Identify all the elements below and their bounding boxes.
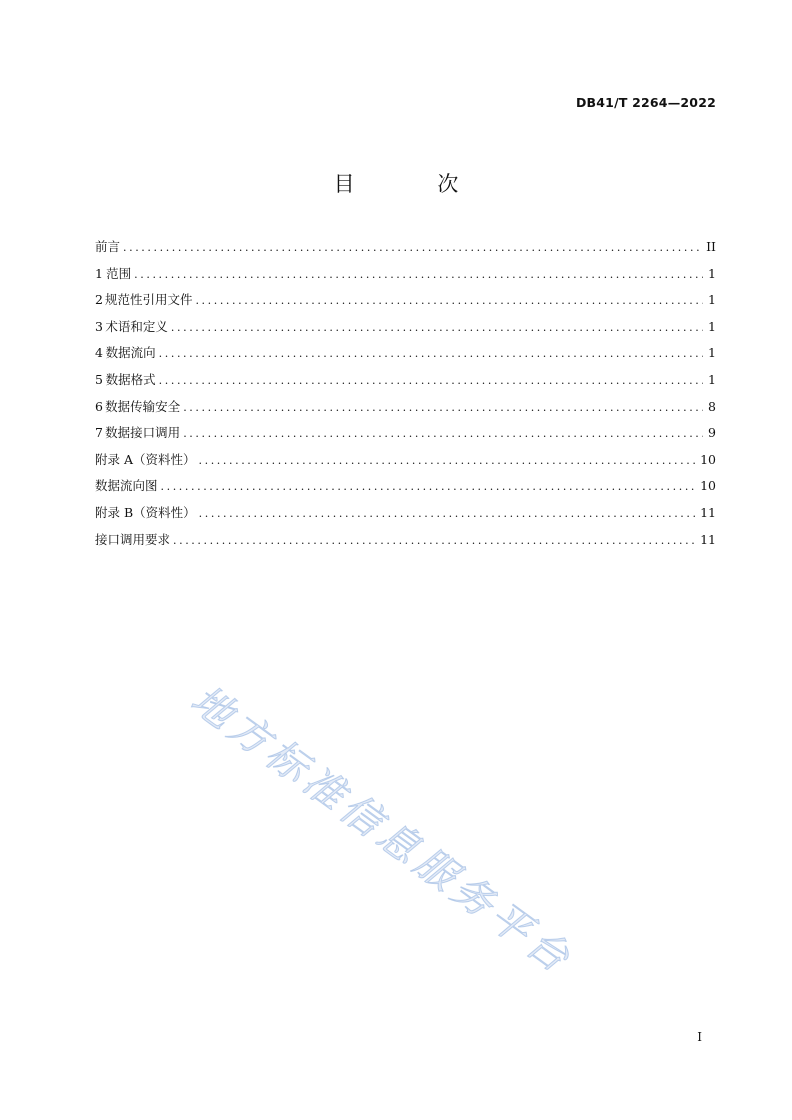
table-of-contents [95, 237, 716, 556]
toc-leader-dots [159, 347, 703, 360]
toc-entry-interface-requirements[interactable] [95, 530, 716, 557]
toc-leader-dots [183, 401, 703, 414]
toc-entry-number: 3 [95, 318, 103, 334]
toc-entry-interface-invocation[interactable] [95, 423, 716, 450]
toc-entry-label: 数据流向 [105, 345, 156, 361]
toc-entry-label: 前言 [95, 239, 121, 254]
toc-leader-dots [183, 427, 703, 440]
toc-entry-number: 4 [95, 345, 103, 361]
toc-entry-label: 数据接口调用 [105, 425, 181, 441]
toc-leader-dots [161, 480, 698, 493]
toc-leader-dots [199, 454, 698, 467]
toc-entry-scope[interactable] [95, 264, 716, 291]
toc-entry-data-format[interactable] [95, 370, 716, 397]
toc-entry-appendix-a[interactable] [95, 450, 716, 477]
toc-leader-dots [173, 534, 697, 547]
toc-entry-appendix-b[interactable] [95, 503, 716, 530]
toc-entry-data-flow-diagram[interactable] [95, 476, 716, 503]
toc-entry-number: 2 [95, 292, 103, 308]
toc-entry-page: 8 [708, 398, 716, 414]
toc-leader-dots [159, 374, 703, 387]
toc-entry-number: 6 [95, 398, 103, 414]
toc-entry-label: 接口调用要求 [95, 531, 171, 547]
toc-entry-page: 1 [708, 292, 716, 308]
toc-entry-page: 1 [708, 345, 716, 361]
toc-leader-dots [195, 294, 703, 307]
toc-leader-dots [134, 268, 703, 281]
toc-entry-terms-definitions[interactable] [95, 317, 716, 344]
toc-entry-foreword[interactable] [95, 237, 716, 264]
toc-leader-dots [171, 321, 703, 334]
toc-entry-label: 数据格式 [105, 371, 156, 387]
toc-entry-page: 11 [700, 504, 716, 520]
toc-entry-number: 5 [95, 371, 103, 387]
toc-entry-page: II [706, 239, 716, 254]
toc-entry-label: 附录 B（资料性） [95, 504, 196, 520]
toc-leader-dots [199, 507, 697, 520]
toc-entry-label: 数据传输安全 [105, 398, 181, 414]
page-number: I [697, 1030, 702, 1044]
toc-entry-transmission-security[interactable] [95, 397, 716, 424]
toc-entry-page: 11 [700, 531, 716, 547]
toc-entry-page: 10 [700, 478, 716, 494]
toc-entry-page: 1 [708, 265, 716, 281]
toc-entry-page: 9 [708, 425, 716, 441]
toc-entry-data-flow[interactable] [95, 343, 716, 370]
toc-entry-page: 1 [708, 371, 716, 387]
toc-entry-label: 术语和定义 [105, 318, 168, 334]
toc-entry-number: 7 [95, 425, 103, 441]
toc-entry-label: 范围 [106, 265, 132, 281]
toc-entry-label: 规范性引用文件 [104, 292, 193, 308]
toc-leader-dots [123, 241, 703, 254]
watermark: 地方标准信息服务平台 [182, 676, 582, 985]
toc-entry-label: 数据流向图 [95, 478, 158, 494]
toc-entry-normative-references[interactable] [95, 290, 716, 317]
toc-title: 目 次 [333, 172, 497, 196]
toc-entry-label: 附录 A（资料性） [95, 451, 196, 467]
toc-entry-number: 1 [95, 265, 103, 281]
toc-entry-page: 10 [700, 451, 716, 467]
toc-entry-page: 1 [708, 318, 716, 334]
document-code: DB41/T 2264—2022 [575, 95, 716, 110]
